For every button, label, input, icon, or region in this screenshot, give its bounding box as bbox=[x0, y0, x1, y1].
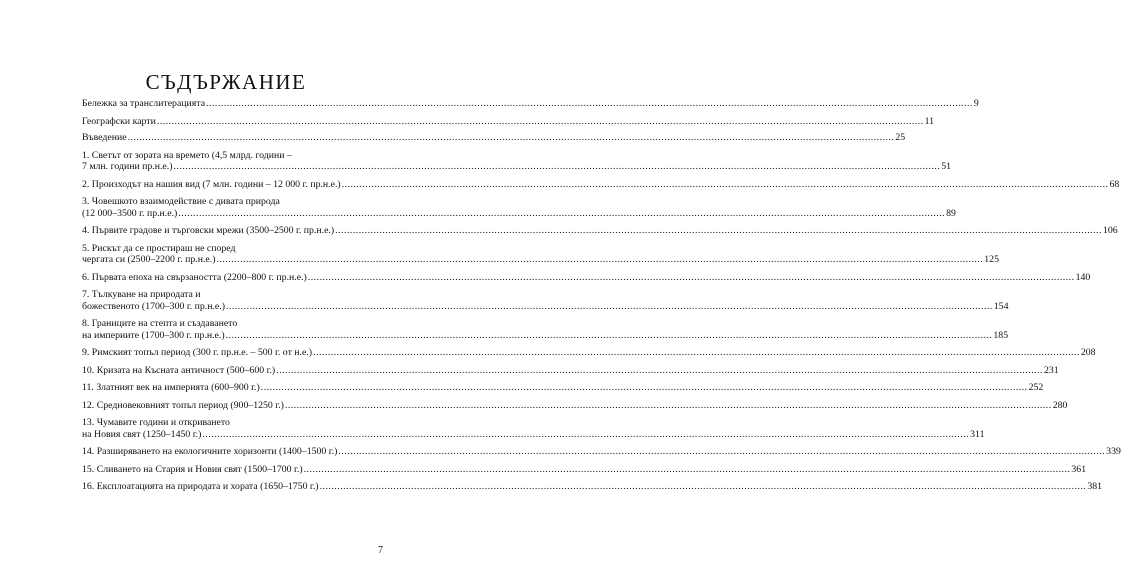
toc-entry-title: 7. Тълкуване на природата и bbox=[82, 289, 201, 300]
dot-leader: .................................................................................................................................................................................................................................................................... bbox=[225, 300, 993, 312]
dot-leader: .................................................................................................................................................................................................................................................................... bbox=[206, 98, 973, 109]
toc-entry-title: Бележка за транслитерацията bbox=[82, 98, 206, 109]
dot-leader: .................................................................................................................................................................................................................................................................... bbox=[303, 463, 1071, 475]
toc-entry-title: 1. Светът от зората на времето (4,5 млрд. години – bbox=[82, 149, 292, 161]
toc-entry-page: 51 bbox=[941, 161, 952, 172]
toc-entry-page: 311 bbox=[970, 428, 985, 440]
toc-entry-page: 25 bbox=[895, 132, 906, 143]
toc-entry-page: 68 bbox=[1109, 178, 1120, 190]
toc-entry-title: Въведение bbox=[82, 132, 127, 143]
toc-entry bbox=[82, 446, 1121, 458]
toc-entry bbox=[82, 399, 1068, 412]
toc-entry-page: 106 bbox=[1102, 225, 1118, 236]
dot-leader: .................................................................................................................................................................................................................................................................... bbox=[313, 347, 1080, 358]
toc-entry bbox=[82, 318, 1009, 341]
dot-leader: .................................................................................................................................................................................................................................................................... bbox=[127, 132, 895, 143]
toc-entry bbox=[82, 242, 999, 266]
toc-entry bbox=[82, 271, 1091, 284]
toc-entry-title: 3. Човешкото взаимодействие с дивата природа bbox=[82, 196, 280, 207]
toc-entry-page: 361 bbox=[1071, 463, 1087, 475]
toc-entry bbox=[82, 149, 952, 173]
toc-entry bbox=[82, 481, 1103, 493]
toc-entry-title: 10. Кризата на Късната античност (500–600 г.) bbox=[82, 364, 276, 376]
toc-entry bbox=[82, 382, 1044, 394]
toc-entry bbox=[82, 225, 1118, 237]
dot-leader: .................................................................................................................................................................................................................................................................... bbox=[156, 115, 924, 127]
toc-entry-title: 15. Сливането на Стария и Новия свят (1500–1700 г.) bbox=[82, 463, 303, 475]
toc-entry-title: на Новия свят (1250–1450 г.) bbox=[82, 428, 202, 440]
toc-entry-page: 339 bbox=[1106, 446, 1121, 457]
toc-entry bbox=[82, 347, 1096, 359]
toc-entry bbox=[82, 132, 906, 144]
page-number: 7 bbox=[378, 545, 383, 556]
dot-leader: .................................................................................................................................................................................................................................................................... bbox=[338, 446, 1106, 457]
toc-entry-page: 231 bbox=[1044, 364, 1059, 376]
toc-entry-title: 2. Произходът на нашия вид (7 млн. години – 12 000 г. пр.н.е.) bbox=[82, 178, 341, 190]
toc-entry bbox=[82, 115, 935, 128]
toc-entry-page: 252 bbox=[1028, 382, 1044, 393]
toc-entry-title: 4. Първите градове и търговски мрежи (3500–2500 г. пр.н.е.) bbox=[82, 225, 335, 236]
toc-entry-page: 280 bbox=[1052, 399, 1068, 411]
table-of-contents bbox=[82, 92, 1121, 493]
toc-entry bbox=[82, 178, 1120, 191]
toc-entry-title: 8. Границите на степта и създаването bbox=[82, 318, 238, 329]
toc-entry-title: 14. Разширяването на екологичните хоризонти (1400–1500 г.) bbox=[82, 446, 338, 457]
toc-entry-title: Географски карти bbox=[82, 115, 156, 127]
dot-leader: .................................................................................................................................................................................................................................................................... bbox=[173, 161, 941, 172]
page-title: СЪДЪРЖАНИЕ bbox=[145, 70, 307, 95]
toc-entry-title: 11. Златният век на империята (600–900 г.) bbox=[82, 382, 260, 393]
toc-entry-page: 185 bbox=[993, 329, 1009, 341]
toc-entry-page: 154 bbox=[993, 300, 1009, 312]
toc-entry-page: 208 bbox=[1080, 347, 1096, 358]
toc-entry bbox=[82, 98, 979, 110]
toc-entry-title: 7 млн. години пр.н.е.) bbox=[82, 161, 173, 172]
dot-leader: .................................................................................................................................................................................................................................................................... bbox=[335, 225, 1102, 236]
toc-entry bbox=[82, 364, 1059, 377]
toc-entry-title: божественото (1700–300 г. пр.н.е.) bbox=[82, 300, 225, 312]
dot-leader: .................................................................................................................................................................................................................................................................... bbox=[225, 329, 993, 341]
dot-leader: .................................................................................................................................................................................................................................................................... bbox=[276, 364, 1043, 376]
toc-entry-title: (12 000–3500 г. пр.н.е.) bbox=[82, 207, 178, 219]
toc-entry-title: 16. Експлоатацията на природата и хората (1650–1750 г.) bbox=[82, 481, 319, 492]
toc-entry-page: 89 bbox=[946, 207, 956, 219]
toc-entry-page: 9 bbox=[973, 98, 979, 109]
dot-leader: .................................................................................................................................................................................................................................................................... bbox=[260, 382, 1028, 393]
toc-entry bbox=[82, 463, 1087, 476]
toc-entry-title: 6. Първата епоха на свързаността (2200–800 г. пр.н.е.) bbox=[82, 271, 307, 283]
toc-entry-title: чергата си (2500–2200 г. пр.н.е.) bbox=[82, 254, 216, 265]
toc-entry-page: 125 bbox=[984, 254, 999, 265]
toc-entry bbox=[82, 289, 1009, 312]
toc-entry-page: 140 bbox=[1075, 271, 1091, 283]
dot-leader: .................................................................................................................................................................................................................................................................... bbox=[202, 428, 970, 440]
dot-leader: .................................................................................................................................................................................................................................................................... bbox=[341, 178, 1109, 190]
dot-leader: .................................................................................................................................................................................................................................................................... bbox=[319, 481, 1087, 492]
toc-entry-title: 13. Чумавите години и откриването bbox=[82, 417, 230, 428]
dot-leader: .................................................................................................................................................................................................................................................................... bbox=[307, 271, 1075, 283]
dot-leader: .................................................................................................................................................................................................................................................................... bbox=[178, 207, 946, 219]
toc-entry-title: 9. Римският топъл период (300 г. пр.н.е. – 500 г. от н.е.) bbox=[82, 347, 313, 358]
toc-entry-page: 11 bbox=[924, 115, 935, 127]
toc-entry-title: на империите (1700–300 г. пр.н.е.) bbox=[82, 329, 225, 341]
toc-entry-title: 12. Средновековният топъл период (900–1250 г.) bbox=[82, 399, 284, 411]
toc-entry bbox=[82, 196, 956, 219]
dot-leader: .................................................................................................................................................................................................................................................................... bbox=[284, 399, 1052, 411]
toc-entry-page: 381 bbox=[1087, 481, 1103, 492]
dot-leader: .................................................................................................................................................................................................................................................................... bbox=[216, 254, 984, 265]
toc-entry-title: 5. Рискът да се простираш не според bbox=[82, 242, 236, 254]
toc-entry bbox=[82, 417, 985, 440]
